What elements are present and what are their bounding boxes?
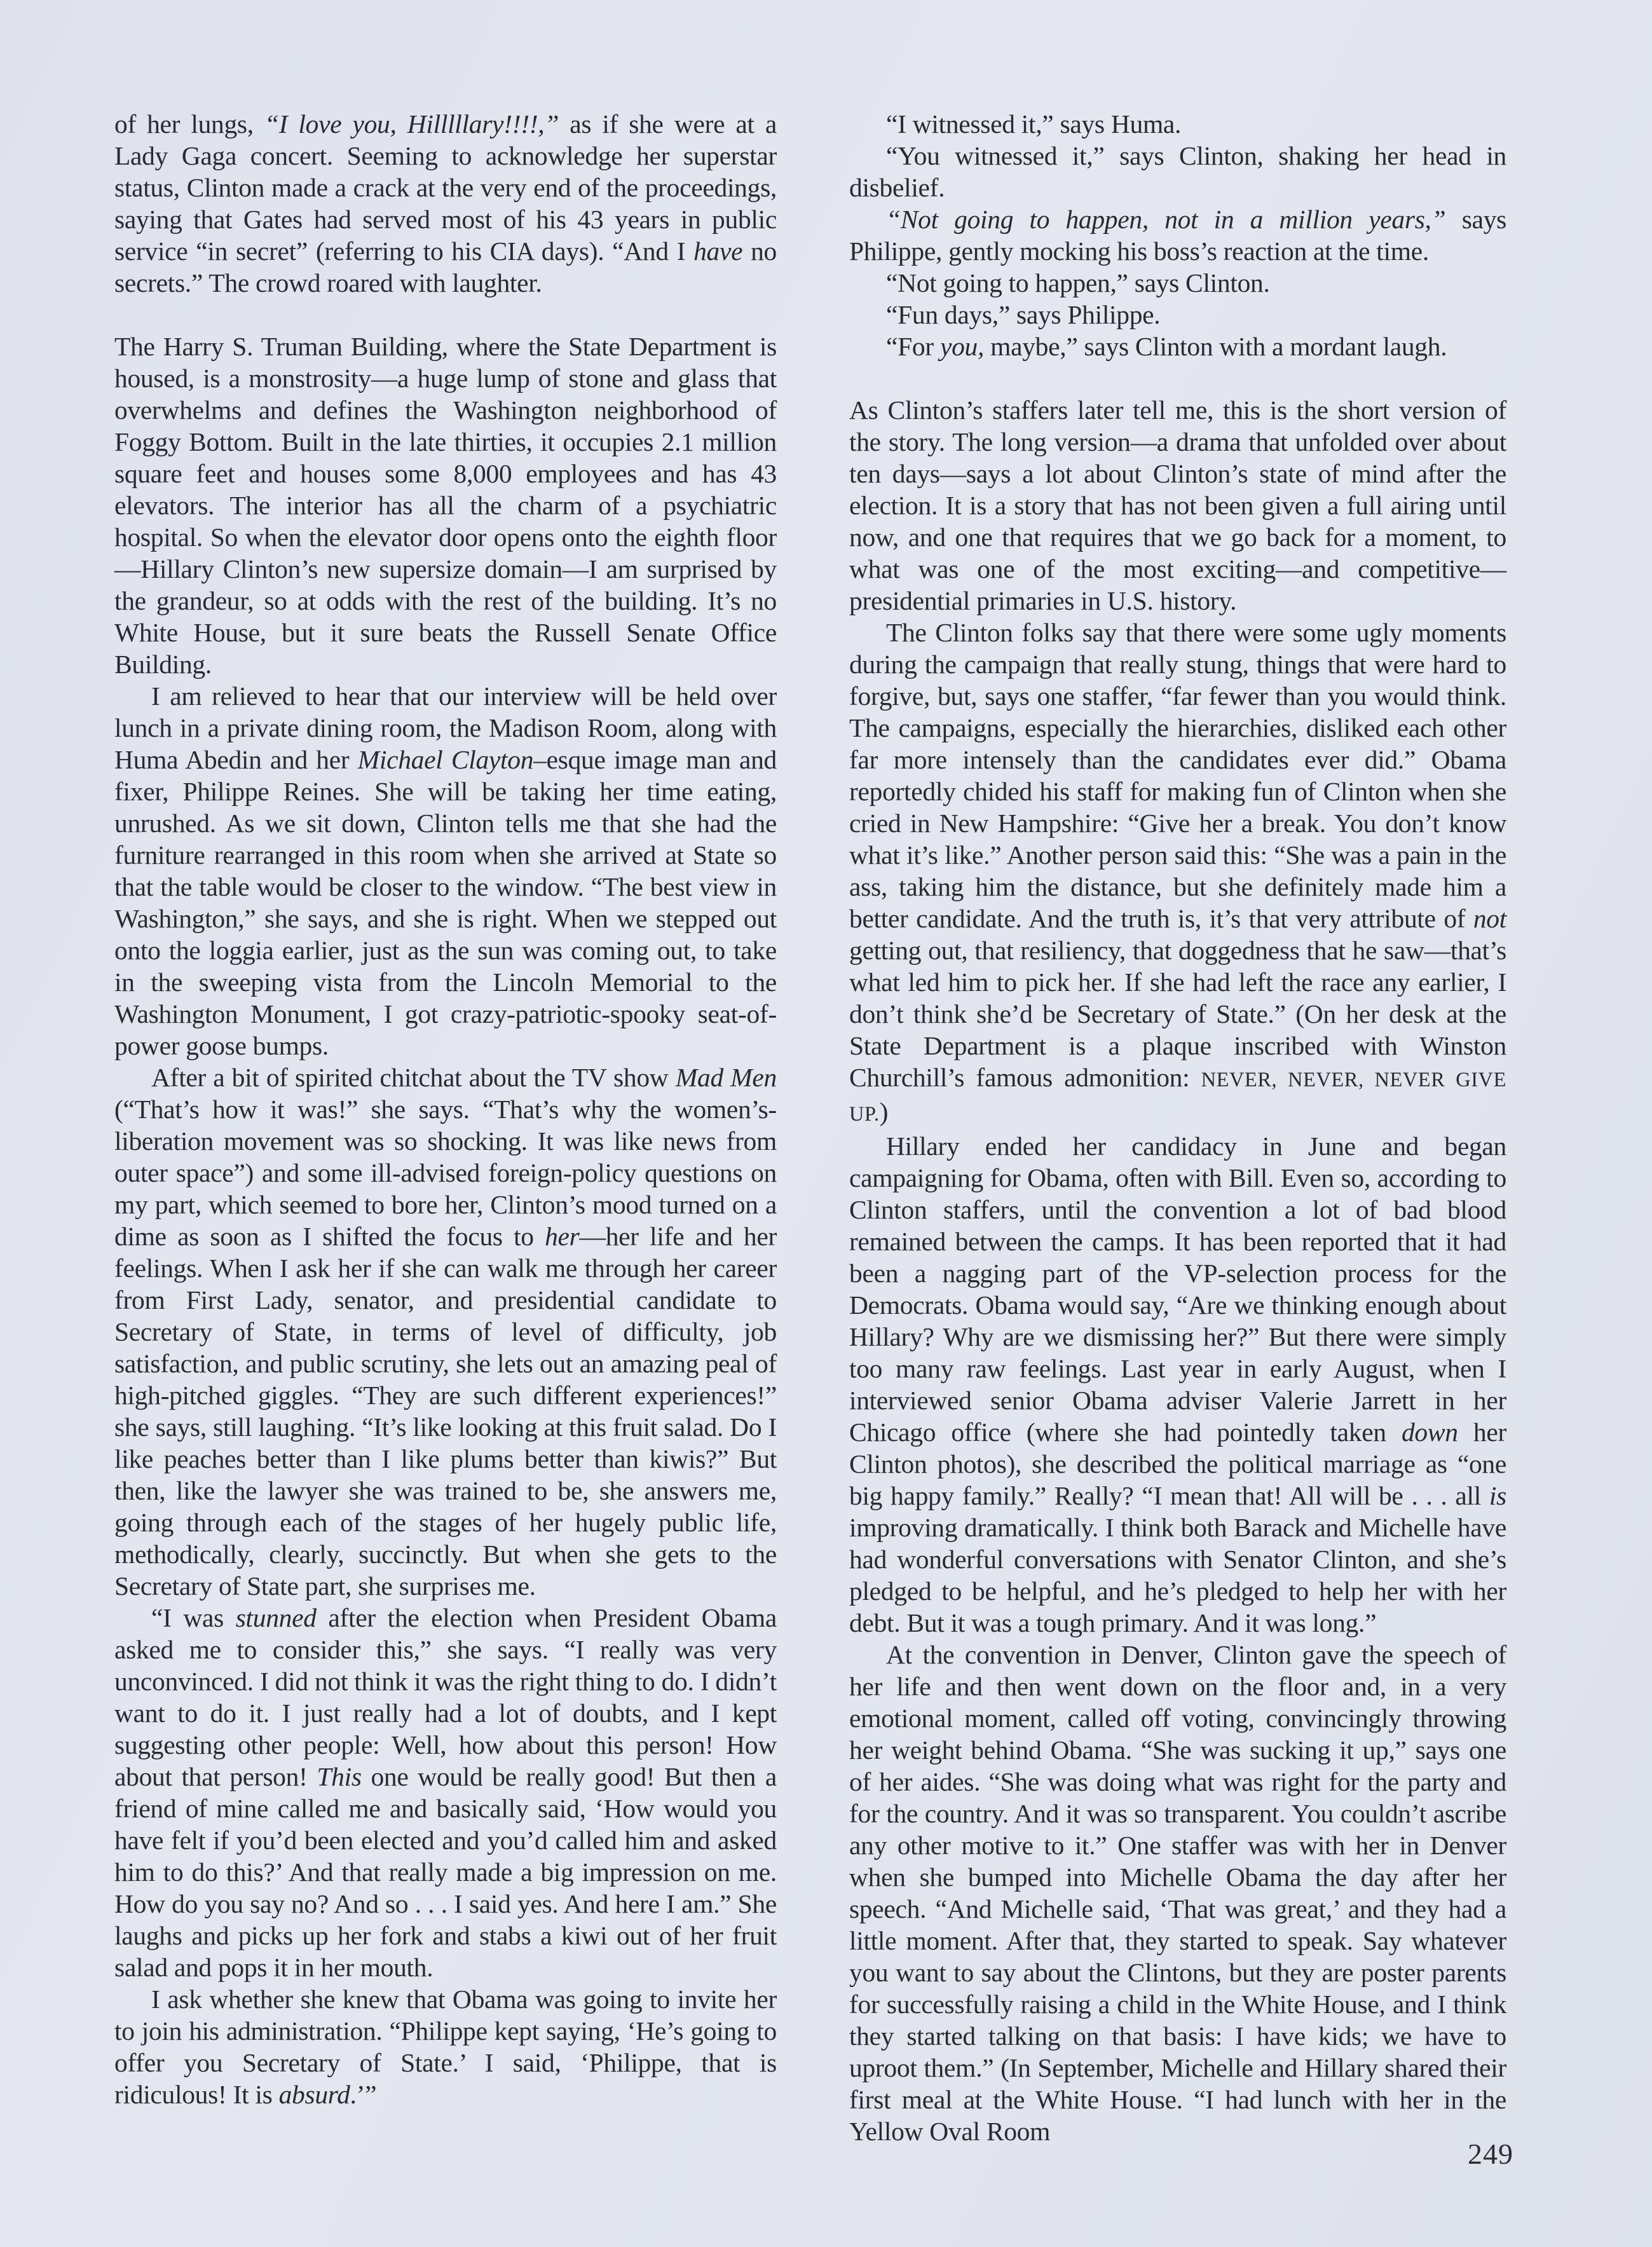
text-run: As Clinton’s staffers later tell me, this is the short version of the story. The long version—a drama that unfolded over about ten days—says a lot about Clinton’s state of mind after the election. It is a story that has not been given a full airing until now, and one that requires that we go back for a moment, to what was one of the most exciting—and competitive—presidential primaries in U.S. history. <box>849 395 1506 615</box>
text-run: Hillary ended her candidacy in June and began campaigning for Obama, often with Bill. Even so, according to Clinton staffers, until the convention a lot of bad blood remained between the camps. It has been reported that it had been a nagging part of the VP-selection process for the Democrats. Obama would say, “Are we thinking enough about Hillary? Why are we dismissing her?” But there were simply too many raw feelings. Last year in early August, when I interviewed senior Obama adviser Valerie Jarrett in her Chicago office (where she had pointedly taken <box>849 1131 1506 1447</box>
italic-text-run: Michael Clayton <box>357 745 534 774</box>
text-run: After a bit of spirited chitchat about the TV show <box>151 1063 676 1092</box>
text-run: says Philippe, gently mocking his boss’s reaction at the time. <box>849 205 1506 266</box>
text-run: I ask whether she knew that Obama was going to invite her to join his administration. “Philippe kept saying, ‘He’s going to offer you Secretary of State.’ I said, ‘Philippe, that is ridiculous! It is <box>114 1984 777 2109</box>
text-run: of her lungs, <box>114 109 264 139</box>
article-paragraph <box>114 108 777 299</box>
article-paragraph <box>849 331 1506 362</box>
article-paragraph <box>849 267 1506 299</box>
italic-text-run: down <box>1401 1417 1458 1447</box>
text-run: —her life and her feelings. When I ask her if she can walk me through her career from First Lady, senator, and presidential candidate to Secretary of State, in terms of level of difficulty, job satisfaction, and public scrutiny, she lets out an amazing peal of high-pitched giggles. “They are such different experiences!” she says, still laughing. “It’s like looking at this fruit salad. Do I like peaches better than I like plums better than kiwis?” But then, like the lawyer she was trained to be, she answers me, going through each of the stages of her hugely public life, methodically, clearly, succinctly. But when she gets to the Secretary of State part, she surprises me. <box>114 1222 777 1601</box>
italic-text-run: stunned <box>235 1603 317 1632</box>
article-paragraph <box>114 331 777 680</box>
italic-text-run: not <box>1473 904 1506 933</box>
text-run: getting out, that resiliency, that doggedness that he saw—that’s what led him to pick her. If she had left the race any earlier, I don’t think she’d be Secretary of State.” (On her desk at the State Department is a plaque inscribed with Winston Churchill’s famous admonition: <box>849 936 1506 1092</box>
italic-text-run: her <box>545 1222 580 1251</box>
text-run: .’” <box>350 2080 377 2109</box>
page-number: 249 <box>1468 2138 1513 2170</box>
text-run: (“That’s how it was!” she says. “That’s why the women’s-liberation movement was so shocking. It was like news from outer space”) and some ill-advised foreign-policy questions on my part, which seemed to bore her, Clinton’s mood turned on a dime as soon as I shifted the focus to <box>114 1095 777 1251</box>
left-column <box>114 108 777 2110</box>
text-run: “Not going to happen,” says Clinton. <box>886 268 1270 297</box>
text-run: improving dramatically. I think both Barack and Michelle have had wonderful conversations with Senator Clinton, and she’s pledged to be helpful, and he’s pledged to help her with her debt. But it was a tough primary. And it was long.” <box>849 1513 1506 1637</box>
text-run: The Clinton folks say that there were some ugly moments during the campaign that really stung, things that were hard to forgive, but, says one staffer, “far fewer than you would think. The campaigns, especially the hierarchies, disliked each other far more intensely than the candidates ever did.” Obama reportedly chided his staff for making fun of Clinton when she cried in New Hampshire: “Give her a break. You don’t know what it’s like.” Another person said this: “She was a pain in the ass, taking him the distance, but she definitely made him a better candidate. And the truth is, it’s that very attribute of <box>849 618 1506 933</box>
text-run: “I witnessed it,” says Huma. <box>886 109 1182 139</box>
italic-text-run: “I love you, Hilllllary!!!!,” <box>264 109 559 139</box>
text-run: ) <box>879 1097 889 1126</box>
italic-text-run: is <box>1489 1481 1506 1510</box>
article-paragraph <box>849 108 1506 140</box>
italic-text-run: have <box>693 236 743 266</box>
article-paragraph <box>849 1639 1506 2147</box>
article-paragraph <box>849 203 1506 267</box>
text-run: At the convention in Denver, Clinton gave the speech of her life and then went down on the floor and, in a very emotional moment, called off voting, convincingly throwing her weight behind Obama. “She was sucking it up,” says one of her aides. “She was doing what was right for the party and for the country. And it was so transparent. You couldn’t ascribe any other motive to it.” One staffer was with her in Denver when she bumped into Michelle Obama the day after her speech. “And Michelle said, ‘That was great,’ and they had a little moment. After that, they started to speak. Say whatever you want to say about the Clintons, but they are poster parents for successfully raising a child in the White House, and I think they started talking on that basis: I have kids; we have to uproot them.” (In September, Michelle and Hillary shared their first meal at the White House. “I had lunch with her in the Yellow Oval Room <box>849 1640 1506 2146</box>
article-paragraph <box>849 140 1506 203</box>
article-paragraph <box>849 299 1506 331</box>
article-paragraph <box>114 1602 777 1983</box>
text-run: no secrets.” The crowd roared with laughter. <box>114 236 777 297</box>
text-run: maybe,” says Clinton with a mordant laugh. <box>984 332 1447 361</box>
article-paragraph <box>849 394 1506 617</box>
article-paragraph <box>114 1062 777 1602</box>
italic-text-run: Mad Men <box>675 1063 777 1092</box>
text-run: as if she were at a Lady Gaga concert. Seeming to acknowledge her superstar status, Clinton made a crack at the very end of the proceedings, saying that Gates had served most of his 43 years in public service “in secret” (referring to his CIA days). “And I <box>114 109 777 266</box>
article-paragraph <box>849 617 1506 1130</box>
italic-text-run: “Not going to happen, not in a million years,” <box>886 205 1446 234</box>
text-run: one would be really good! But then a friend of mine called me and basically said, ‘How would you have felt if you’d been elected and you’d called him and asked him to do this?’ And that really made a big impression on me. How do you say no? And so . . . I said yes. And here I am.” She laughs and picks up her fork and stabs a kiwi out of her fruit salad and pops it in her mouth. <box>114 1762 777 1982</box>
text-run: “For <box>886 332 940 361</box>
italic-text-run: absurd <box>278 2080 350 2109</box>
article-paragraph <box>114 1983 777 2110</box>
text-run: The Harry S. Truman Building, where the State Department is housed, is a monstrosity—a huge lump of stone and glass that overwhelms and defines the Washington neighborhood of Foggy Bottom. Built in the late thirties, it occupies 2.1 million square feet and houses some 8,000 employees and has 43 elevators. The interior has all the charm of a psychiatric hospital. So when the elevator door opens onto the eighth floor—Hillary Clinton’s new supersize domain—I am surprised by the grandeur, so at odds with the rest of the building. It’s no White House, but it sure beats the Russell Senate Office Building. <box>114 332 777 679</box>
text-run: I am relieved to hear that our interview will be held over lunch in a private dining room, the Madison Room, along with Huma Abedin and her <box>114 681 777 774</box>
smallcaps-text-run: NEVER, NEVER, NEVER GIVE UP. <box>849 1069 1506 1126</box>
italic-text-run: This <box>317 1762 362 1791</box>
italic-text-run: you, <box>939 332 985 361</box>
text-run: her Clinton photos), she described the political marriage as “one big happy family.” Really? “I mean that! All will be . . . all <box>849 1417 1506 1510</box>
text-run: –esque image man and fixer, Philippe Reines. She will be taking her time eating, unrushed. As we sit down, Clinton tells me that she had the furniture rearranged in this room when she arrived at State so that the table would be closer to the window. “The best view in Washington,” she says, and she is right. When we stepped out onto the loggia earlier, just as the sun was coming out, to take in the sweeping vista from the Lincoln Memorial to the Washington Monument, I got crazy-patriotic-spooky seat-of-power goose bumps. <box>114 745 777 1060</box>
text-run: “You witnessed it,” says Clinton, shaking her head in disbelief. <box>849 141 1506 202</box>
text-run: “I was <box>151 1603 236 1632</box>
article-paragraph <box>114 680 777 1062</box>
text-run: “Fun days,” says Philippe. <box>886 300 1161 329</box>
right-column <box>849 108 1506 2147</box>
text-run: after the election when President Obama asked me to consider this,” she says. “I really was very unconvinced. I did not think it was the right thing to do. I didn’t want to do it. I just really had a lot of doubts, and I kept suggesting other people: Well, how about this person! How about that person! <box>114 1603 777 1791</box>
article-paragraph <box>849 1130 1506 1639</box>
